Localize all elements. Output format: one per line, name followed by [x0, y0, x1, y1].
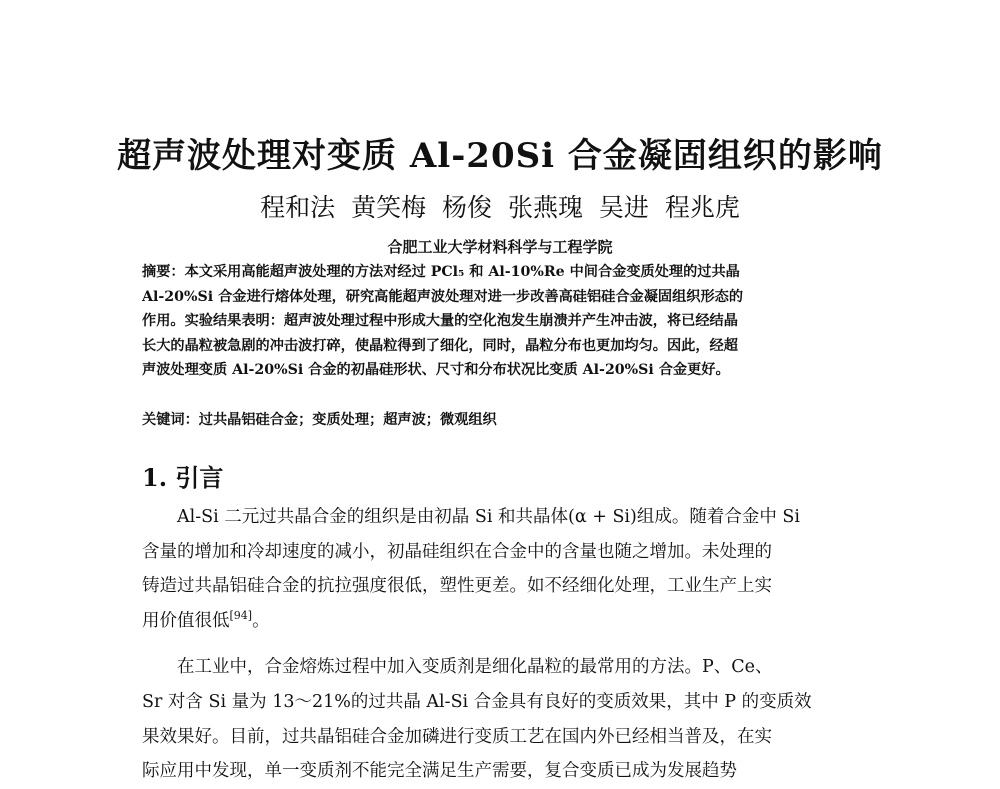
- body-line: 际应用中发现，单一变质剂不能完全满足生产需要，复合变质已成为发展趋势: [142, 761, 737, 782]
- citation: [94]: [229, 608, 253, 622]
- body-line: 含量的增加和冷却速度的减小，初晶硅组织在合金中的含量也随之增加。未处理的: [142, 541, 772, 562]
- body-text: [142, 500, 858, 789]
- body-line: Sr 对含 Si 量为 13～21%的过共晶 Al-Si 合金具有良好的变质效果，其中 P 的变质效: [142, 691, 812, 712]
- section-heading: 1. 引言: [142, 463, 224, 492]
- abstract: [142, 260, 858, 383]
- body-line: 果效果好。目前，过共晶铝硅合金加磷进行变质工艺在国内外已经相当普及，在实: [142, 726, 772, 747]
- author-list: 程和法 黄笑梅 杨俊 张燕瑰 吴进 程兆虎: [260, 193, 740, 222]
- abstract-line: 摘要：本文采用高能超声波处理的方法对经过 PCl₅ 和 Al-10%Re 中间合金变质处理的过共晶: [142, 264, 740, 280]
- affiliation: 合肥工业大学材料科学与工程学院: [387, 238, 613, 256]
- body-line-with-citation: [142, 604, 858, 639]
- body-line-text: 用价值很低: [142, 610, 230, 631]
- keywords: 关键词：过共晶铝硅合金；变质处理；超声波；微观组织: [142, 412, 497, 428]
- abstract-line: 作用。实验结果表明：超声波处理过程中形成大量的空化泡发生崩溃并产生冲击波，将已经结晶: [142, 313, 738, 330]
- paper-title: 超声波处理对变质 Al-20Si 合金凝固组织的影响: [117, 136, 883, 176]
- punctuation: 。: [252, 610, 270, 631]
- abstract-line: 声波处理变质 Al-20%Si 合金的初晶硅形状、尺寸和分布状况比变质 Al-20%Si 合金更好。: [142, 362, 730, 379]
- abstract-line: Al-20%Si 合金进行熔体处理，研究高能超声波处理对进一步改善高硅铝硅合金凝固组织形态的: [142, 288, 744, 305]
- body-line: Al-Si 二元过共晶合金的组织是由初晶 Si 和共晶体(α + Si)组成。随着合金中 Si: [177, 507, 800, 527]
- body-line: 铸造过共晶铝硅合金的抗拉强度很低，塑性更差。如不经细化处理，工业生产上实: [142, 576, 772, 597]
- body-line: 在工业中，合金熔炼过程中加入变质剂是细化晶粒的最常用的方法。P、Ce、: [177, 657, 773, 678]
- abstract-line: 长大的晶粒被急剧的冲击波打碎，使晶粒得到了细化，同时，晶粒分布也更加均匀。因此，经超: [142, 337, 738, 354]
